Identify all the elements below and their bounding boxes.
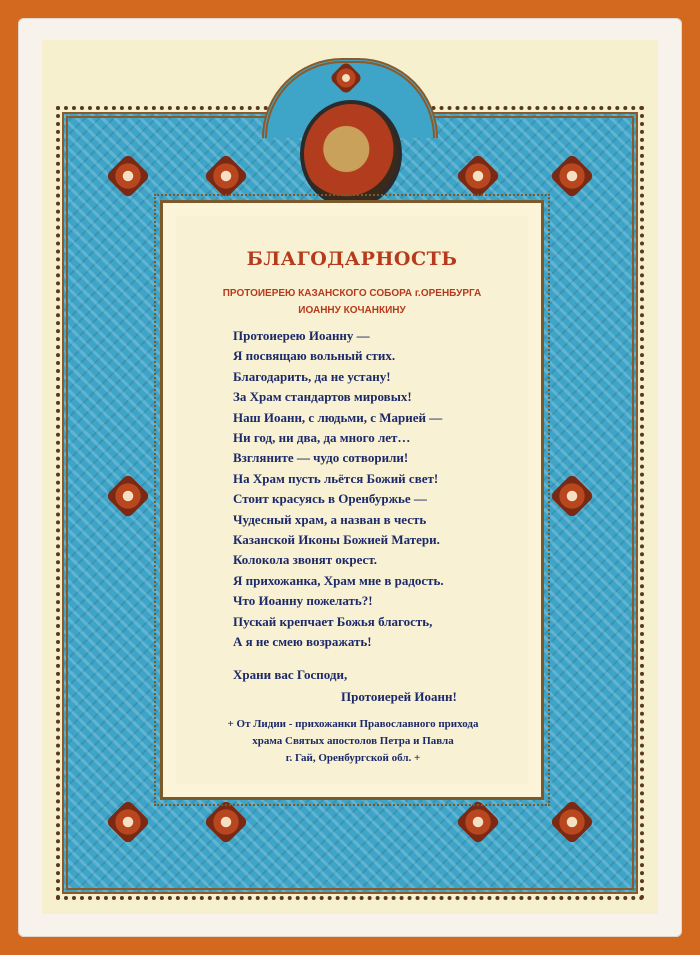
closing-signature: Протоиерей Иоанн! — [341, 689, 457, 704]
footer-line: храма Святых апостолов Петра и Павла — [252, 735, 454, 747]
poem-line: Стоит красуясь в Оренбуржье — — [233, 491, 427, 507]
poem-line: Пускай крепчает Божья благость, — [233, 613, 433, 629]
poem-line: Ни год, ни два, да много лет… — [233, 430, 411, 446]
poem-line: На Храм пусть льётся Божий свет! — [233, 470, 439, 486]
poem-line: Протоиерею Иоанну — — [233, 328, 370, 343]
poem-line: Что Иоанну пожелать?! — [233, 593, 373, 609]
poem-line: Я посвящаю вольный стих. — [233, 348, 396, 364]
poem-line: А я не смею возражать! — [233, 634, 372, 650]
closing — [233, 664, 533, 708]
madonna-icon — [300, 100, 402, 208]
poem-line: Наш Иоанн, с людьми, с Марией — — [233, 409, 443, 425]
certificate-recipient: ИОАННУ КОЧАНКИНУ — [298, 305, 406, 316]
footer-line: г. Гай, Оренбургской обл. + — [285, 752, 421, 764]
footer-note — [178, 716, 528, 767]
poem-line: Благодарить, да не устану! — [233, 368, 391, 384]
certificate-subtitle: ПРОТОИЕРЕЮ КАЗАНСКОГО СОБОРА г.ОРЕНБУРГА — [222, 288, 482, 299]
poem-line: Колокола звонят окрест. — [233, 552, 377, 568]
certificate-title: БЛАГОДАРНОСТЬ — [246, 248, 458, 270]
closing-blessing: Храни вас Господи, — [233, 667, 348, 682]
footer-line: + От Лидии - прихожанки Православного прихода — [227, 718, 479, 730]
poem-line: Взгляните — чудо сотворили! — [233, 450, 409, 466]
poem-line: Казанской Иконы Божией Матери. — [233, 532, 440, 548]
poem-line: Чудесный храм, а назван в честь — [233, 511, 427, 527]
poem — [233, 326, 533, 653]
poem-line: За Храм стандартов мировых! — [233, 389, 412, 405]
poem-line: Я прихожанка, Храм мне в радость. — [233, 572, 444, 588]
